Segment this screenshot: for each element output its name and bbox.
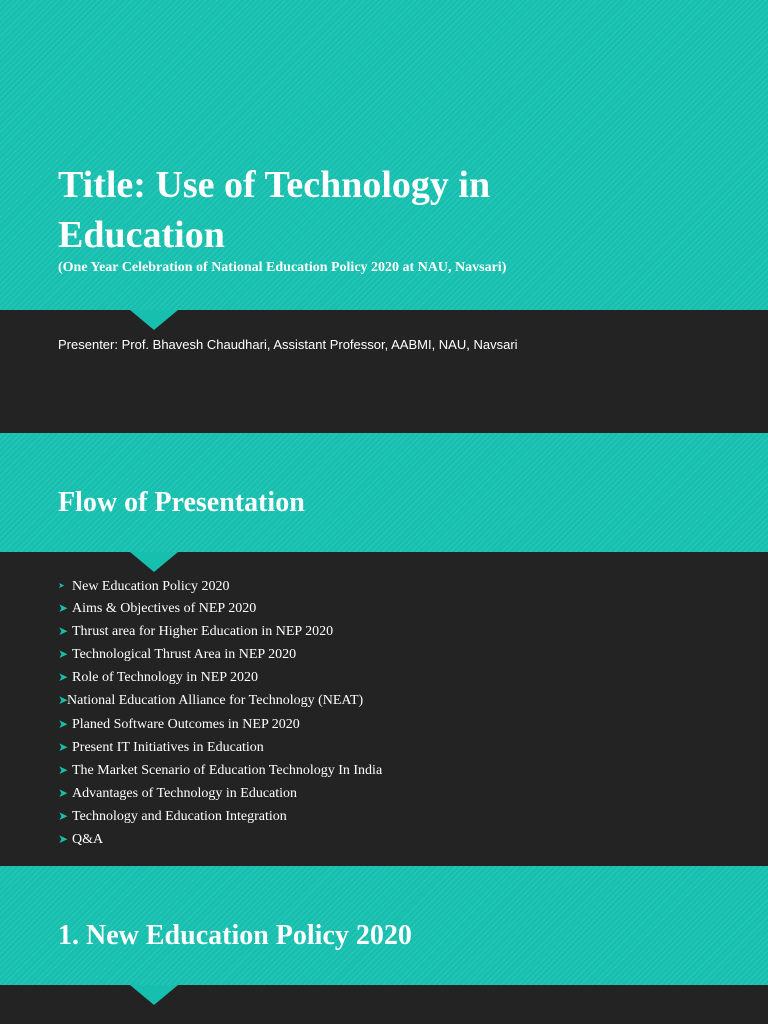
chevron-right-icon: ➤ [58, 581, 65, 590]
chevron-right-icon: ➤ [58, 762, 69, 777]
chevron-right-icon: ➤ [58, 601, 69, 616]
slide2-title: Flow of Presentation [58, 487, 305, 518]
chevron-right-icon: ➤ [58, 808, 69, 823]
chevron-right-icon: ➤ [58, 624, 69, 639]
slide1-title [58, 160, 490, 260]
agenda-item: ➤ New Education Policy 2020 [58, 574, 382, 597]
chevron-right-icon: ➤ [58, 647, 69, 662]
agenda-item: ➤National Education Alliance for Technology (NEAT) [58, 689, 382, 712]
chevron-right-icon: ➤ [58, 739, 69, 754]
chevron-right-icon: ➤ [58, 716, 69, 731]
agenda-item: ➤ Technology and Education Integration [58, 805, 382, 828]
agenda-item: ➤ Aims & Objectives of NEP 2020 [58, 597, 382, 620]
slide1-presenter: Presenter: Prof. Bhavesh Chaudhari, Assistant Professor, AABMI, NAU, Navsari [58, 337, 518, 352]
agenda-list [58, 574, 382, 851]
agenda-item: ➤ The Market Scenario of Education Technology In India [58, 759, 382, 782]
slide1-subtitle: (One Year Celebration of National Education Policy 2020 at NAU, Navsari) [58, 260, 507, 275]
slide3-title: 1. New Education Policy 2020 [58, 920, 412, 951]
agenda-item: ➤ Advantages of Technology in Education [58, 782, 382, 805]
slide3-body [0, 985, 768, 1024]
chevron-right-icon: ➤ [58, 832, 69, 847]
agenda-item: ➤ Planed Software Outcomes in NEP 2020 [58, 713, 382, 736]
slide1-title-line2: Education [58, 214, 225, 256]
chevron-right-icon: ➤ [58, 670, 69, 685]
agenda-item: ➤ Present IT Initiatives in Education [58, 736, 382, 759]
agenda-item: ➤ Role of Technology in NEP 2020 [58, 666, 382, 689]
agenda-item: ➤ Technological Thrust Area in NEP 2020 [58, 643, 382, 666]
slide1-notch [130, 310, 178, 330]
slide3-notch [130, 985, 178, 1005]
slide1-body [0, 310, 768, 433]
agenda-item: ➤ Q&A [58, 828, 382, 851]
slide2-notch [130, 552, 178, 572]
chevron-right-icon: ➤ [58, 693, 69, 708]
slide1-title-line1: Title: Use of Technology in [58, 164, 491, 206]
agenda-item: ➤ Thrust area for Higher Education in NEP 2020 [58, 620, 382, 643]
chevron-right-icon: ➤ [58, 785, 69, 800]
